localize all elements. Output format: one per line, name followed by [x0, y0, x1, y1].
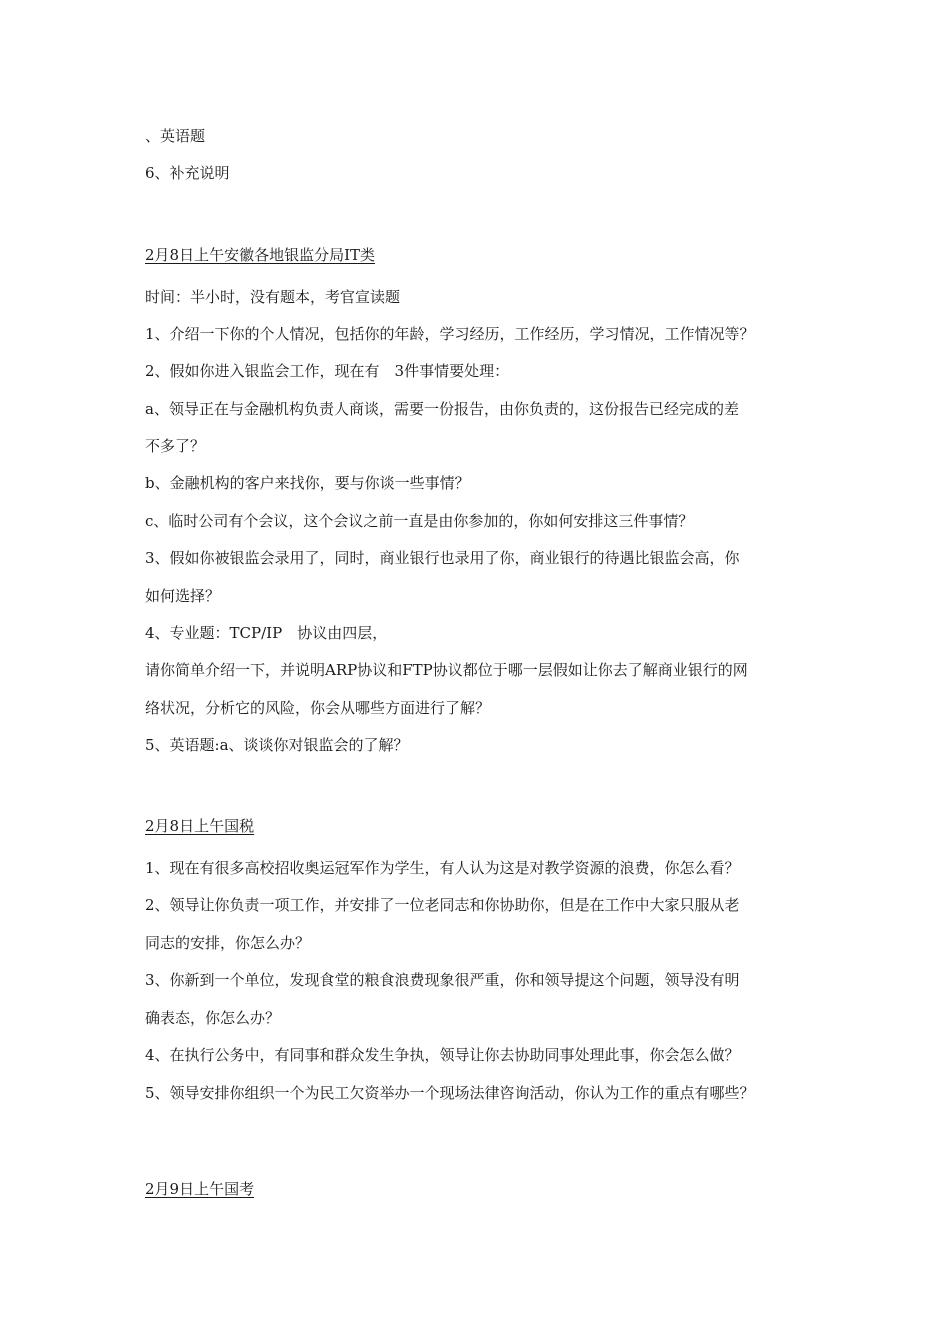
- paragraph-line: 同志的安排，你怎么办？: [145, 934, 311, 952]
- paragraph-line: b、金融机构的客户来找你，要与你谈一些事情？: [145, 474, 470, 492]
- paragraph-line: 不多了？: [145, 437, 206, 455]
- paragraph-line: 络状况，分析它的风险，你会从哪些方面进行了解？: [145, 699, 491, 717]
- intro-item-english: 、英语题: [145, 127, 206, 145]
- paragraph-line: 5、英语题:a、谈谈你对银监会的了解？: [145, 736, 409, 754]
- paragraph-line: 确表态，你怎么办？: [145, 1009, 281, 1027]
- paragraph-line: 2、假如你进入银监会工作，现在有 3件事情要处理：: [145, 362, 510, 380]
- section-heading-3: 2月9日上午国考: [145, 1180, 255, 1198]
- paragraph-line: 5、领导安排你组织一个为民工欠资举办一个现场法律咨询活动，你认为工作的重点有哪些？: [145, 1084, 755, 1102]
- paragraph-line: 2、领导让你负责一项工作，并安排了一位老同志和你协助你，但是在工作中大家只服从老: [145, 896, 740, 914]
- paragraph-line: 3、假如你被银监会录用了，同时，商业银行也录用了你，商业银行的待遇比银监会高，你: [145, 549, 740, 567]
- paragraph-line: a、领导正在与金融机构负责人商谈，需要一份报告，由你负责的，这份报告已经完成的差: [145, 400, 739, 418]
- paragraph-line: 3、你新到一个单位，发现食堂的粮食浪费现象很严重，你和领导提这个问题，领导没有明: [145, 971, 740, 989]
- paragraph-line: 请你简单介绍一下，并说明ARP协议和FTP协议都位于哪一层假如让你去了解商业银行的网: [145, 661, 748, 679]
- section-heading-1: 2月8日上午安徽各地银监分局IT类: [145, 246, 376, 264]
- paragraph-line: 时间：半小时，没有题本，考官宣读题: [145, 288, 401, 306]
- paragraph-line: c、临时公司有个会议，这个会议之前一直是由你参加的，你如何安排这三件事情？: [145, 512, 694, 530]
- intro-item-6: 6、补充说明: [145, 164, 230, 182]
- paragraph-line: 1、现在有很多高校招收奥运冠军作为学生，有人认为这是对教学资源的浪费，你怎么看？: [145, 859, 740, 877]
- section-heading-2: 2月8日上午国税: [145, 817, 255, 835]
- paragraph-line: 1、介绍一下你的个人情况，包括你的年龄，学习经历，工作经历，学习情况，工作情况等？: [145, 325, 755, 343]
- paragraph-line: 4、专业题：TCP/IP 协议由四层，: [145, 624, 388, 642]
- paragraph-line: 4、在执行公务中，有同事和群众发生争执，领导让你去协助同事处理此事，你会怎么做？: [145, 1046, 740, 1064]
- paragraph-line: 如何选择？: [145, 587, 221, 605]
